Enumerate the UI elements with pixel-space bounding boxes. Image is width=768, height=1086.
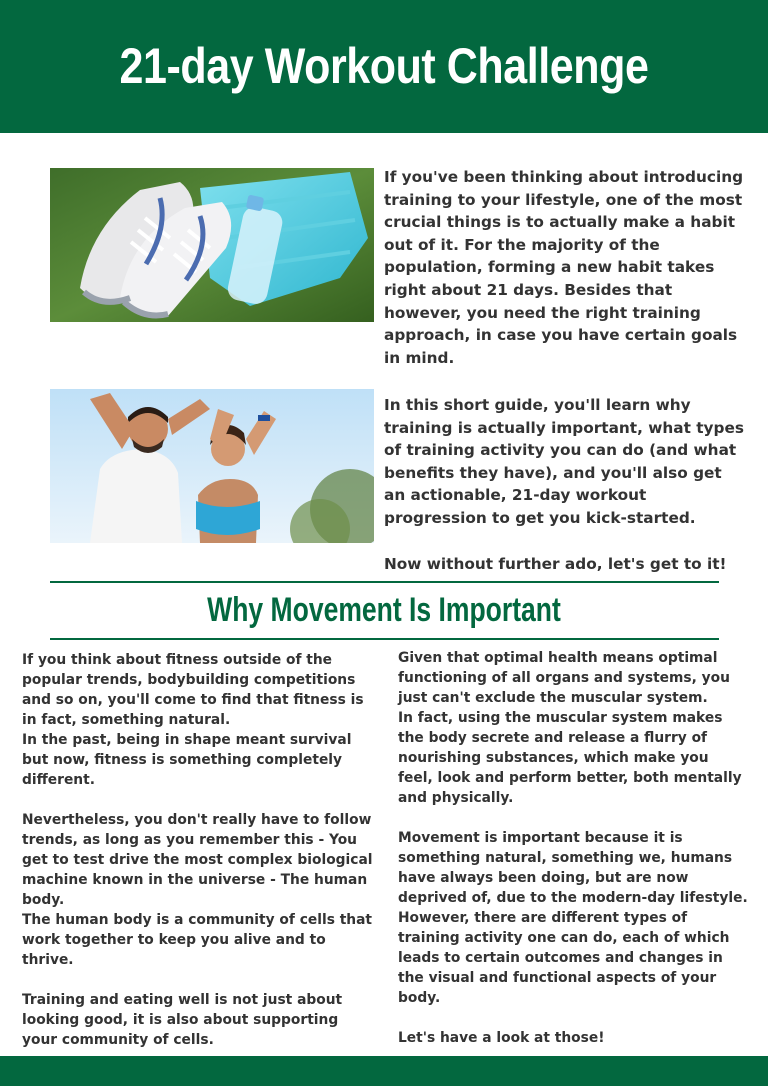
- left-paragraph: If you think about fitness outside of the popular trends, bodybuilding competitions and so on, you'll come to find that fitness is in fact, something natural.: [22, 652, 364, 728]
- right-paragraph: In fact, using the muscular system makes the body secrete and release a flurry of nourishing substances, which make you feel, look and perform better, both mentally and physically.: [398, 710, 742, 806]
- right-paragraph: Movement is important because it is something natural, something we, humans have always been doing, but are now deprived of, due to the modern-day lifestyle. However, there are different types of training activity one can do, each of which leads to certain outcomes and changes in the visual and functional aspects of your body.: [398, 830, 748, 1006]
- sneakers-towel-photo: [50, 168, 374, 322]
- section-title: Why Movement Is Important: [207, 591, 561, 629]
- intro-paragraph-1: If you've been thinking about introducing training to your lifestyle, one of the most crucial things is to actually make a habit out of it. For the majority of the population, forming a new habit takes right about 21 days. Besides that however, you need the right training approach, in case you have certain goals in mind.: [384, 168, 744, 367]
- header-banner: [0, 0, 768, 133]
- divider-top: [50, 581, 719, 583]
- left-paragraph: In the past, being in shape meant survival but now, fitness is something completely different.: [22, 732, 352, 788]
- page-title: 21-day Workout Challenge: [119, 38, 649, 94]
- left-paragraph: Nevertheless, you don't really have to follow trends, as long as you remember this - You get to test drive the most complex biological machine known in the universe - The human body.: [22, 812, 373, 908]
- stretching-couple-photo: [50, 389, 374, 543]
- right-column: [398, 648, 748, 1048]
- right-paragraph: Given that optimal health means optimal functioning of all organs and systems, you just can't exclude the muscular system.: [398, 650, 730, 706]
- divider-bottom: [50, 638, 719, 640]
- intro-paragraph-2: In this short guide, you'll learn why training is actually important, what types of training activity you can do (and what benefits they have), and you'll also get an actionable, 21-day workout progression to get you kick-started.: [384, 396, 744, 527]
- left-column: [22, 650, 378, 1050]
- footer-bar: [0, 1056, 768, 1086]
- intro-paragraph-3: Now without further ado, let's get to it!: [384, 555, 727, 573]
- left-paragraph: The human body is a community of cells that work together to keep you alive and to thrive.: [22, 912, 373, 968]
- left-paragraph: Training and eating well is not just about looking good, it is also about supporting your community of cells.: [22, 992, 343, 1048]
- right-paragraph: Let's have a look at those!: [398, 1030, 605, 1046]
